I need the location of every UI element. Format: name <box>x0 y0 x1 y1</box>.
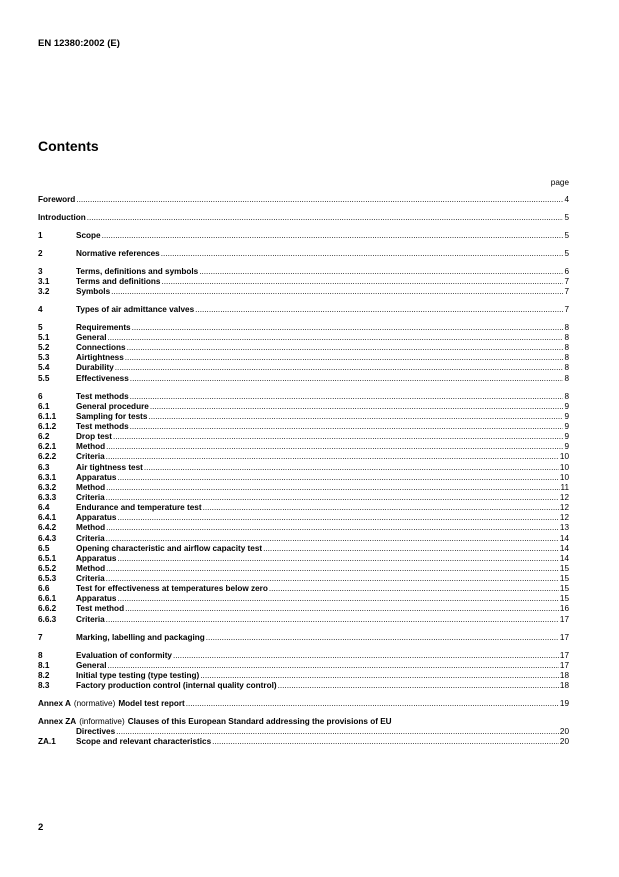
toc-entry-title: Connections <box>76 343 126 353</box>
toc-entry-page: 8 <box>564 322 569 332</box>
page-number: 2 <box>38 822 44 833</box>
toc-entry-page: 9 <box>564 401 569 411</box>
toc-entry-number: 8.3 <box>38 680 50 690</box>
dot-leader <box>150 402 564 412</box>
annex-page: 19 <box>559 698 569 708</box>
toc-entry-number: 6.4.1 <box>38 513 57 523</box>
toc-entry-title: Test methods <box>76 391 129 401</box>
annex-label: Annex A <box>38 698 71 708</box>
dot-leader <box>87 213 564 223</box>
toc-entry-title: Test for effectiveness at temperatures below zero <box>76 584 268 594</box>
toc-entry-page: 9 <box>564 421 569 431</box>
toc-entry[interactable] <box>38 442 569 452</box>
toc-entry-number: 6.6.2 <box>38 604 57 614</box>
dot-leader <box>102 231 564 241</box>
toc-entry-number: 6.4.2 <box>38 523 57 533</box>
toc-entry-number: 4 <box>38 304 43 314</box>
toc-entry-title: Apparatus <box>76 472 117 482</box>
toc-entry-number: 8 <box>38 650 43 660</box>
toc-entry-number: 5.4 <box>38 363 50 373</box>
dot-leader <box>203 503 559 513</box>
toc-entry[interactable] <box>38 671 569 681</box>
toc-entry[interactable] <box>38 594 569 604</box>
toc-entry-title: Criteria <box>76 574 105 584</box>
toc-entry[interactable] <box>38 402 569 412</box>
toc-entry[interactable] <box>38 633 569 643</box>
toc-entry[interactable] <box>38 513 569 523</box>
toc-entry-number: 6.3.1 <box>38 472 57 482</box>
toc-entry-title: Apparatus <box>76 553 117 563</box>
toc-entry[interactable] <box>38 231 569 241</box>
toc-entry[interactable] <box>38 267 569 277</box>
toc-entry-title: Criteria <box>76 533 105 543</box>
toc-entry-page: 7 <box>564 276 569 286</box>
dot-leader <box>106 442 563 452</box>
toc-entry-page: 13 <box>559 523 569 533</box>
toc-entry-page: 17 <box>559 614 569 624</box>
toc-entry-page: 8 <box>564 363 569 373</box>
dot-leader <box>199 267 563 277</box>
toc-entry-title: Apparatus <box>76 594 117 604</box>
toc-entry-number: 3.1 <box>38 276 50 286</box>
dot-leader <box>132 323 564 333</box>
dot-leader <box>212 737 559 747</box>
dot-leader <box>76 195 563 205</box>
toc-entry-page: 12 <box>559 513 569 523</box>
toc-entry[interactable] <box>38 605 569 615</box>
toc-entry[interactable] <box>38 277 569 287</box>
dot-leader <box>106 483 559 493</box>
annex-label: Annex ZA <box>38 716 77 726</box>
toc-entry-page: 11 <box>560 482 569 492</box>
toc-entry[interactable] <box>38 353 569 363</box>
toc-entry-title: Method <box>76 523 106 533</box>
dot-leader <box>263 544 559 554</box>
dot-leader <box>113 432 564 442</box>
toc-entry[interactable] <box>38 463 569 473</box>
toc-entry[interactable] <box>38 213 569 223</box>
toc-entry-title: Types of air admittance valves <box>76 304 195 314</box>
toc-entry-page: 8 <box>564 391 569 401</box>
toc-entry-page: 17 <box>559 650 569 660</box>
toc-entry[interactable] <box>38 392 569 402</box>
toc-entry-title: Introduction <box>38 212 86 222</box>
toc-entry-page: 14 <box>559 543 569 553</box>
toc-entry[interactable] <box>38 493 569 503</box>
toc-entry-title: Requirements <box>76 322 131 332</box>
toc-entry-number: 5.5 <box>38 373 50 383</box>
toc-entry[interactable] <box>38 412 569 422</box>
toc-entry-page: 9 <box>564 411 569 421</box>
toc-entry-number: 6.2 <box>38 432 50 442</box>
document-id: EN 12380:2002 (E) <box>38 38 120 49</box>
toc-entry[interactable] <box>38 564 569 574</box>
toc-entry[interactable] <box>38 574 569 584</box>
dot-leader <box>269 584 559 594</box>
dot-leader <box>148 412 563 422</box>
annex-title: Model test report <box>118 698 185 708</box>
toc-entry[interactable] <box>38 333 569 343</box>
page-title: Contents <box>38 138 99 154</box>
toc-entry-title: Symbols <box>76 287 111 297</box>
toc-entry[interactable] <box>38 544 569 554</box>
page-column-label: page <box>550 178 569 187</box>
toc-entry[interactable] <box>38 374 569 384</box>
toc-entry-title: Method <box>76 563 106 573</box>
dot-leader <box>118 473 559 483</box>
toc-entry-number: 6.1.1 <box>38 411 57 421</box>
toc-entry-page: 10 <box>559 462 569 472</box>
dot-leader <box>118 594 559 604</box>
toc-entry[interactable] <box>38 534 569 544</box>
toc-entry-annex-za-cont[interactable] <box>38 727 569 737</box>
toc-entry[interactable] <box>38 323 569 333</box>
toc-entry-number: 6.6 <box>38 584 50 594</box>
toc-entry-number: 5.3 <box>38 353 50 363</box>
toc-entry-number: 3 <box>38 266 43 276</box>
toc-entry-title: Apparatus <box>76 513 117 523</box>
toc-entry-title: Endurance and temperature test <box>76 503 202 513</box>
toc-entry-page: 12 <box>559 503 569 513</box>
toc-entry[interactable] <box>38 287 569 297</box>
toc-entry-title: Normative references <box>76 248 160 258</box>
toc-entry-number: 1 <box>38 230 43 240</box>
toc-entry-number: 6.3.2 <box>38 482 57 492</box>
annex-kind: (normative) <box>73 698 116 708</box>
dot-leader <box>144 463 559 473</box>
toc-entry-number: 6.6.3 <box>38 614 57 624</box>
dot-leader <box>130 392 564 402</box>
toc-entry-page: 16 <box>559 604 569 614</box>
toc-entry-title: Durability <box>76 363 114 373</box>
toc-entry-number: 6.3 <box>38 462 50 472</box>
toc-entry-title: Scope <box>76 230 101 240</box>
toc-entry-title: Sampling for tests <box>76 411 148 421</box>
toc-entry-title: Terms, definitions and symbols <box>76 266 199 276</box>
toc-entry-page: 6 <box>564 266 569 276</box>
toc-entry-title: Airtightness <box>76 353 124 363</box>
toc-entry[interactable] <box>38 523 569 533</box>
dot-leader <box>278 681 559 691</box>
toc-entry[interactable] <box>38 432 569 442</box>
dot-leader <box>130 422 564 432</box>
dot-leader <box>111 287 563 297</box>
toc-entry-title: Criteria <box>76 492 105 502</box>
dot-leader <box>125 353 564 363</box>
dot-leader <box>106 534 559 544</box>
toc-entry-number: 8.2 <box>38 670 50 680</box>
toc-entry-page: 18 <box>559 680 569 690</box>
toc-entry-title: Factory production control (internal quality control) <box>76 680 277 690</box>
dot-leader <box>106 493 559 503</box>
dot-leader <box>186 699 559 709</box>
toc-entry-number: 6.5 <box>38 543 50 553</box>
toc-entry-page: 9 <box>564 442 569 452</box>
toc-entry[interactable] <box>38 615 569 625</box>
toc-entry[interactable] <box>38 473 569 483</box>
dot-leader <box>125 604 559 614</box>
toc-entry-title: Terms and definitions <box>76 276 161 286</box>
toc-entry-page: 10 <box>559 472 569 482</box>
toc-entry-page: 15 <box>559 594 569 604</box>
toc-entry-number: 7 <box>38 632 43 642</box>
toc-entry[interactable] <box>38 305 569 315</box>
toc-entry-page: 4 <box>564 194 569 204</box>
toc-entry-number: 5 <box>38 322 43 332</box>
toc-entry-page: 20 <box>559 737 569 747</box>
toc-entry[interactable] <box>38 503 569 513</box>
toc-entry-title: Air tightness test <box>76 462 143 472</box>
toc-entry-number: 6.4.3 <box>38 533 57 543</box>
toc-entry-number: 5.1 <box>38 333 50 343</box>
dot-leader <box>115 363 564 373</box>
toc-entry-page: 14 <box>559 533 569 543</box>
toc-entry[interactable] <box>38 584 569 594</box>
toc-entry-number: 6.1 <box>38 401 50 411</box>
toc-entry-number: 5.2 <box>38 343 50 353</box>
toc-entry-title: Drop test <box>76 432 112 442</box>
dot-leader <box>118 513 559 523</box>
dot-leader <box>116 727 559 737</box>
toc-entry-number: 6.5.3 <box>38 574 57 584</box>
toc-entry-number: 6.5.1 <box>38 553 57 563</box>
toc-entry-number: 6.2.2 <box>38 452 57 462</box>
toc-entry-annex-a[interactable] <box>38 699 569 709</box>
toc-entry-page: 7 <box>564 287 569 297</box>
toc-entry-title: Method <box>76 442 106 452</box>
toc-entry-title: Evaluation of conformity <box>76 650 172 660</box>
toc-entry-number: 6.4 <box>38 503 50 513</box>
toc-entry-page: 8 <box>564 353 569 363</box>
toc-entry-page: 10 <box>559 452 569 462</box>
toc-entry-title: Initial type testing (type testing) <box>76 670 200 680</box>
toc-entry-title: General procedure <box>76 401 149 411</box>
toc-entry-number: 3.2 <box>38 287 50 297</box>
toc-entry[interactable] <box>38 343 569 353</box>
dot-leader <box>106 574 559 584</box>
dot-leader <box>200 671 559 681</box>
toc-entry-number: 6.5.2 <box>38 563 57 573</box>
toc-entry-number: 2 <box>38 248 43 258</box>
dot-leader <box>161 249 564 259</box>
toc-entry-number: 6.2.1 <box>38 442 57 452</box>
toc-entry-title: Test methods <box>76 421 129 431</box>
dot-leader <box>118 554 559 564</box>
toc-entry-za1[interactable] <box>38 737 569 747</box>
dot-leader <box>195 305 563 315</box>
toc-entry-page: 5 <box>564 230 569 240</box>
toc-entry-title: Scope and relevant characteristics <box>76 737 212 747</box>
toc-entry[interactable] <box>38 483 569 493</box>
dot-leader <box>108 661 559 671</box>
toc-entry-page: 12 <box>559 492 569 502</box>
toc-entry[interactable] <box>38 452 569 462</box>
toc-entry[interactable] <box>38 661 569 671</box>
toc-entry-page: 18 <box>559 670 569 680</box>
dot-leader <box>106 452 559 462</box>
toc-entry-page: 9 <box>564 432 569 442</box>
dot-leader <box>173 651 559 661</box>
toc-entry[interactable] <box>38 681 569 691</box>
toc-entry-title: Method <box>76 482 106 492</box>
toc-entry[interactable] <box>38 554 569 564</box>
toc-entry[interactable] <box>38 422 569 432</box>
dot-leader <box>206 633 559 643</box>
toc-entry-title: Criteria <box>76 614 105 624</box>
toc-entry-page: 8 <box>564 373 569 383</box>
dot-leader <box>130 374 564 384</box>
toc-entry[interactable] <box>38 651 569 661</box>
toc-entry-page: 5 <box>564 212 569 222</box>
annex-kind: (informative) <box>79 716 125 726</box>
dot-leader <box>161 277 563 287</box>
dot-leader <box>127 343 564 353</box>
toc-entry-number: ZA.1 <box>38 737 56 747</box>
toc-entry-title: Effectiveness <box>76 373 129 383</box>
toc-entry-page: 15 <box>559 574 569 584</box>
toc-entry-number: 6.6.1 <box>38 594 57 604</box>
toc-entry-number: 6.3.3 <box>38 492 57 502</box>
toc-entry-number: 8.1 <box>38 660 50 670</box>
toc-entry-title: General <box>76 333 107 343</box>
dot-leader <box>106 523 559 533</box>
toc-entry[interactable] <box>38 249 569 259</box>
toc-entry-number: 6.1.2 <box>38 421 57 431</box>
toc-entry[interactable] <box>38 195 569 205</box>
toc-entry-title: Opening characteristic and airflow capacity test <box>76 543 263 553</box>
annex-page: 20 <box>559 726 569 736</box>
toc-entry-page: 17 <box>559 660 569 670</box>
toc-entry-title: Marking, labelling and packaging <box>76 632 205 642</box>
toc-entry-page: 15 <box>559 584 569 594</box>
toc-entry-title: Criteria <box>76 452 105 462</box>
dot-leader <box>106 564 559 574</box>
toc-entry-page: 14 <box>559 553 569 563</box>
toc-entry-page: 8 <box>564 343 569 353</box>
toc-entry[interactable] <box>38 363 569 373</box>
toc-entry-title: Foreword <box>38 194 76 204</box>
toc-entry-page: 7 <box>564 304 569 314</box>
dot-leader <box>106 615 559 625</box>
annex-title-continued: Directives <box>76 726 116 736</box>
toc-entry-page: 5 <box>564 248 569 258</box>
toc-entry-page: 17 <box>559 632 569 642</box>
toc-entry-page: 8 <box>564 333 569 343</box>
toc-entry-number: 6 <box>38 391 43 401</box>
toc-entry-title: General <box>76 660 107 670</box>
toc-entry-page: 15 <box>559 563 569 573</box>
dot-leader <box>108 333 564 343</box>
toc-entry-title: Test method <box>76 604 125 614</box>
toc-entry-annex-za[interactable] <box>38 717 569 727</box>
annex-title: Clauses of this European Standard addressing the provisions of EU <box>127 716 392 726</box>
table-of-contents <box>38 195 569 747</box>
